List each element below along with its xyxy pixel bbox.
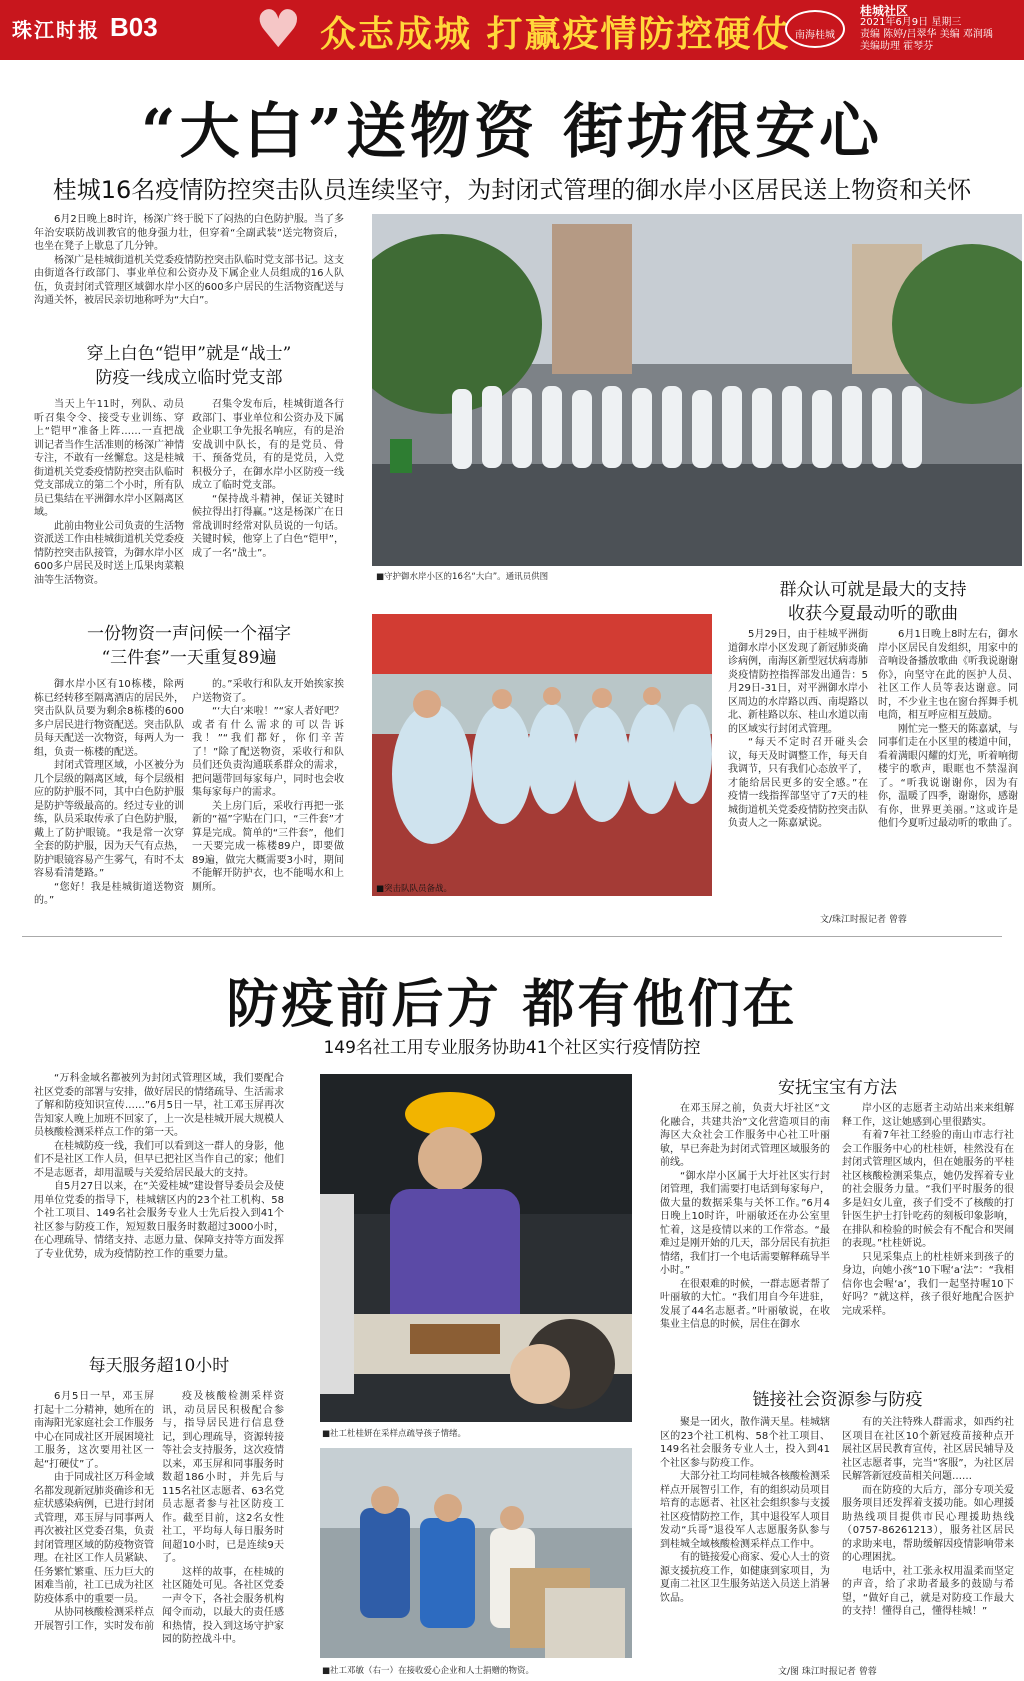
story2-section2-title: 安抚宝宝有方法 xyxy=(778,1078,897,1098)
paragraph: 6月1日晚上8时左右，御水岸小区居民自发组织，用家中的音响设备播放歌曲《听我说谢谢你》，向坚守在此的医护人员、社区工作人员等表达谢意。同时，不少业主也在窗台挥舞手机电筒，相互呼应相互鼓励。 xyxy=(878,629,1018,721)
page-meta xyxy=(860,5,1020,53)
banner-slogan: 众志成城 打赢疫情防控硬仗 xyxy=(320,13,791,55)
paragraph: 6月5日一早，邓玉屏打起十二分精神，她所在的南海阳光家庭社会工作服务中心在同成社区开展困境社工服务，这次要用社区一起“打硬仗”了。 xyxy=(34,1391,154,1470)
paragraph: “万科金域名都被列为封闭式管理区域，我们要配合社区党委的部署与安排，做好居民的情绪疏导、生活需求了解和防疫知识宣传……”6月5日一早，社工邓玉屏再次告知家人晚上加班不回家了，上一次是桂城开展大规模人员核酸检测采样点工作的第一天。 xyxy=(34,1073,284,1138)
section-divider xyxy=(22,936,1002,937)
photo-team-resting xyxy=(372,614,712,896)
photo-social-worker-child xyxy=(320,1074,632,1422)
photo-team-resting-image xyxy=(372,614,712,896)
paragraph: 岸小区的志愿者主动站出来来组解释工作，这让她感到心里很踏实。 xyxy=(842,1103,1014,1128)
story1-headline: “大白”送物资 街坊很安心 xyxy=(141,97,883,167)
photo1-caption: ■守护御水岸小区的16名“大白”。通讯员供图 xyxy=(376,572,549,582)
photo-frontline-team xyxy=(372,214,1022,566)
paragraph: 召集令发布后，桂城街道各行政部门、事业单位和公资办及下属企业职工争先报名响应，有的是治安战训中队长，有的是党员、骨干、预备党员，有的是党员，入党积极分子，在御水岸小区防疫一线成立了临时党支部。 xyxy=(192,399,344,491)
story1-section3-col2 xyxy=(878,628,1018,831)
issue-date: 2021年6月9日 星期三 xyxy=(860,17,962,28)
story1-byline: 文/珠江时报记者 曾蓉 xyxy=(820,915,907,925)
heart-decoration-icon: ♥ xyxy=(255,0,302,60)
page-number: B03 xyxy=(110,12,158,42)
story1-section1-col1 xyxy=(34,398,184,587)
story1-section3-title: 群众认可就是最大的支持 收获今夏最动听的歌曲 xyxy=(779,580,967,624)
story1-section3-col1 xyxy=(728,628,868,831)
editor-credits: 责编 陈婷/吕翠华 美编 邓润瑀 xyxy=(860,29,993,40)
paragraph: 聚是一团火，散作满天星。桂城辖区的23个社工机构、58个社工项目、149名社会服务专业人士，投入到41个社区参与防疫工作。 xyxy=(660,1417,830,1469)
story1-section2-title: 一份物资一声问候一个福字 “三件套”一天重复89遍 xyxy=(87,624,291,668)
story2-section3-col2 xyxy=(842,1416,1014,1619)
paragraph: 5月29日，由于桂城平洲街道御水岸小区发现了新冠肺炎确诊病例，南海区新型冠状病毒肺炎疫情防控指挥部发出通告：5月29日-31日，对平洲御水岸小区周边的水岸路以西、南堤路以北、新桂路以东、桂山水道以南的区域实行封闭式管理。 xyxy=(728,629,868,735)
paragraph: 只见采集点上的杜桂妍来到孩子的身边，向她小孩“10下喔‘a’法”：“我相信你也会喔‘a’，我们一起坚持喔10下好吗？”就这样，孩子很好地配合医护完成采样。 xyxy=(842,1251,1014,1317)
paper-name: 珠江时报 xyxy=(12,18,100,42)
paragraph: 在桂城防疫一线，我们可以看到这一群人的身影，他们不是社区工作人员，但早已把社区当作自己的家；他们不是志愿者，却用温暖与关爱给居民最大的支持。 xyxy=(34,1140,284,1179)
photo-donation-receiving xyxy=(320,1448,632,1658)
paragraph: 有的关注特殊人群需求，如西约社区项目在社区10个新冠疫苗接种点开展社区居民教育宣传，社区居民辅导及社区志愿者事，完当“客服”，为社区居民解答新冠疫苗相关问题…… xyxy=(842,1417,1014,1482)
paragraph: 而在防疫的大后方，部分专项关爱服务项目还发挥着支援功能。如心理援助热线项目提供市民心理援助热线（0757-86261213），服务社区居民的求助来电，帮助缓解因疫情影响带来的心理困扰。 xyxy=(842,1484,1014,1563)
paragraph: 在邓玉屏之前，负责大圩社区“文化融合，共建共治”文化营造项目的南海区大众社会工作服务中心社工叶丽敏，早已奔赴为封闭式管理区域服务的前线。 xyxy=(660,1103,830,1168)
paragraph: 大部分社工均同桂城各核酸检测采样点开展智引工作，有的组织动员项目培育的志愿者、社区社会组织参与支援社区疫情防控工作，其中退役军人项目发动“兵哥”退役军人志愿服务队参与到桂城全域核酸检测采样点工作中。 xyxy=(660,1471,830,1550)
story2-byline: 文/图 珠江时报记者 曾蓉 xyxy=(778,1667,877,1677)
story1-section1-title: 穿上白色“铠甲”就是“战士” 防疫一线成立临时党支部 xyxy=(86,344,292,388)
paragraph: 封闭式管理区域，小区被分为几个层级的隔离区域，每个层级相应的防护服不同，其中白色防护服是防护等级最高的。经过专业的训练，队员采取传承了白色防护服，戴上了防护眼镜。“我是常一次穿全套的防护服，因为天气有点热，防护眼镜容易产生雾气，有时不太容易看清楚路。” xyxy=(34,760,184,879)
story2-section2-col1 xyxy=(660,1102,830,1332)
story1-section1-col2 xyxy=(192,398,344,560)
paragraph: “‘大白’来啦！”“家人者好吧？或者有什么需求的可以告诉我！”“我们都好，你们辛苦了！”除了配送物资，采收行和队员们还负责沟通联系群众的需求，把问题带回每家每户，同时也会收集每家每户的需求。 xyxy=(192,706,344,798)
paragraph: 关上房门后，采收行再把一张新的“福”字贴在门口，“三件套”才算是完成。简单的“三件套”，他们一天要完成一栋楼89户，即要做89遍，做完大概需要3小时，期间不能解开防护衣，也不能喝水和上厕所。 xyxy=(192,800,344,893)
photo-frontline-team-image xyxy=(372,214,1022,566)
paragraph: 此前由物业公司负责的生活物资派送工作由桂城街道机关党委疫情防控突击队接管，为御水岸小区600多户居民及时送上瓜果肉菜粮油等生活物资。 xyxy=(34,520,184,586)
paragraph: 的。”采收行和队友开始挨家挨户送物资了。 xyxy=(192,679,344,704)
story2-section1-title: 每天服务超10小时 xyxy=(88,1356,230,1376)
story2-intro xyxy=(34,1072,284,1261)
story1-lead xyxy=(34,213,344,308)
story2-section1-col1 xyxy=(34,1390,154,1633)
paragraph: “御水岸小区属于大圩社区实行封闭管理，我们需要打电话到每家每户，做大量的数据采集与关怀工作。”6月4日晚上10时许，叶丽敏还在办公室里忙着，这是疫情以来的工作常态。“最难过是刚开始的几天，部分居民有抗拒情绪，我们打一个电话需要解释疏导半小时。” xyxy=(660,1170,830,1276)
logo-text: 南海桂城 xyxy=(795,30,835,41)
paragraph: 当天上午11时，列队、动员听召集令令、接受专业训练、穿上“铠甲”准备上阵……一直把战训记者当作生活准则的杨深广神情专注，不敢有一丝懈怠。这是桂城街道机关党委疫情防控突击队临时党支部成立的第二个小时，所有队员已集结在平洲御水岸小区隔离区域。 xyxy=(34,399,184,518)
photo-donation-receiving-image xyxy=(320,1448,632,1658)
paragraph: 由于同成社区万科金域名都发现新冠肺炎确诊和无症状感染病例，已进行封闭式管理，邓玉屏与同事两人再次被社区党委召集，负责封闭管理区域的防疫物资管理。在社区工作人员紧缺、任务繁忙繁重、压力巨大的困难当前，社工已成为社区防疫体系中的重要一员。 xyxy=(34,1472,154,1605)
photo2-caption: ■突击队队员备战。 xyxy=(376,884,453,894)
story2-section3-col1 xyxy=(660,1416,830,1605)
paragraph: 从协同核酸检测采样点开展智引工作，实时发布前 xyxy=(34,1607,154,1632)
story1-section2-col2 xyxy=(192,678,344,894)
paragraph: 电话中，社工张永权用温柔而坚定的声音，给了求助者最多的鼓励与希望，“做好自己，就是对防疫工作最大的支持！懂得自己，懂得桂城！” xyxy=(842,1565,1014,1617)
paragraph: 刚忙完一整天的陈嘉斌，与同事们走在小区里的楼道中间，看着满眼闪耀的灯光，听着响彻楼宇的歌声，眼眶也不禁湿润了。“听我说谢谢你，因为有你，温暖了四季，谢谢你，感谢有你，世界更美丽。”这或许是他们今夏听过最动听的歌曲了。 xyxy=(878,723,1018,829)
paragraph: 疫及核酸检测采样资讯，动员居民积极配合参与，指导居民进行信息登记，到心理疏导，资源转接等社会支持服务，这次疫情以来，邓玉屏和同事服务时数超186小时，并先后与115名社区志愿者、63名党员志愿者参与社区防疫工作。截至目前，这2名女性社工，平均每人每日服务时间超10小时，已是连续9天了。 xyxy=(162,1391,284,1564)
paragraph: “保持战斗精神，保证关键时候拉得出打得赢。”这是杨深广在日常战训时经常对队员说的一句话。关键时候，他穿上了白色“铠甲”，成了一名“战士”。 xyxy=(192,493,344,559)
paragraph: 有的链接爱心商家、爱心人士的资源支援抗疫工作，如健康到家项目，为夏南二社区卫生服务站送入员送上消暑饮品。 xyxy=(660,1552,830,1604)
paragraph: 自5月27日以来，在“关爱桂城”建设督导委员会及使用单位党委的指导下，桂城辖区内的23个社工机构、58个社工项目、149名社会服务专业人士先后投入到41个社区参与防疫工作，短短数日服务时数超过3000小时，在心理疏导、情绪支持、志愿力量、保障支持等方面发挥了专业优势，成为疫情防控工作的重要力量。 xyxy=(34,1181,284,1260)
photo4-caption: ■社工邓敏（右一）在接收爱心企业和人士捐赠的物资。 xyxy=(322,1666,535,1676)
photo3-caption: ■社工杜桂妍在采样点疏导孩子情绪。 xyxy=(322,1429,467,1439)
story2-section3-title: 链接社会资源参与防疫 xyxy=(752,1390,923,1410)
story2-section2-col2 xyxy=(842,1102,1014,1318)
story2-section1-col2 xyxy=(162,1390,284,1647)
paragraph: 有着7年社工经验的南山市志行社会工作服务中心的杜桂妍，桂然没有在封闭式管理区域内，但在她服务的平桂社区核酸检测采集点，她仍发挥着专业的社会服务力量。“我们平时服务的很多是妇女儿童，孩子们受不了核酸的打针医生护士打针吃药的刻板印象影响，在排队和检验的时候会有不配合和哭闹的表现。”杜桂妍说。 xyxy=(842,1130,1014,1249)
paragraph: 这样的故事，在桂城的社区随处可见。各社区党委一声令下，各社会服务机构闻令而动，以最大的责任感和热情，投入到这场守护家园的防控战斗中。 xyxy=(162,1566,284,1645)
paragraph: 杨深广是桂城街道机关党委疫情防控突击队临时党支部书记。这支由街道各行政部门、事业单位和公资办及下属企业人员组成的16人队伍，负责封闭式管理区域御水岸小区的600多户居民的生活物资配送与沟通关怀，被居民亲切地称呼为“大白”。 xyxy=(34,254,344,306)
story2-subtitle: 149名社工用专业服务协助41个社区实行疫情防控 xyxy=(323,1038,701,1058)
assistant-credits: 美编助理 霍琴芬 xyxy=(860,41,934,52)
paragraph: “每天不定时召开碰头会议，每天及时调整工作，每天自我调节，只有我们心态放平了，才能给居民更多的安全感。”在疫情一线指挥部坚守了7天的桂城街道机关党委疫情防控突击队负责人之一陈嘉斌说。 xyxy=(728,737,868,829)
story1-subtitle: 桂城16名疫情防控突击队员连续坚守，为封闭式管理的御水岸小区居民送上物资和关怀 xyxy=(52,176,972,204)
story2-headline: 防疫前后方 都有他们在 xyxy=(226,974,798,1035)
paragraph: “您好！我是桂城街道送物资的。” xyxy=(34,881,184,906)
photo-social-worker-child-image xyxy=(320,1074,632,1422)
paragraph: 御水岸小区有10栋楼，除两栋已经转移至隔离酒店的居民外，突击队队员要为剩余8栋楼的600多户居民进行物资配送。突击队队员每天配送一次物资，每两人为一组，负责一栋楼的配送。 xyxy=(34,679,184,758)
paragraph: 在很艰难的时候，一群志愿者帮了叶丽敏的大忙。“我们用自今年进驻，发展了44名志愿者。”叶丽敏说，在收集业主信息的时候，居住在御水 xyxy=(660,1278,830,1330)
paragraph: 6月2日晚上8时许，杨深广终于脱下了闷热的白色防护服。当了多年治安联防战训教官的他身强力壮，但穿着“全副武装”送完物资后，也坐在凳子上歇息了几分钟。 xyxy=(34,214,344,252)
column-name: 桂城社区 xyxy=(860,4,909,18)
story1-section2-col1 xyxy=(34,678,184,908)
